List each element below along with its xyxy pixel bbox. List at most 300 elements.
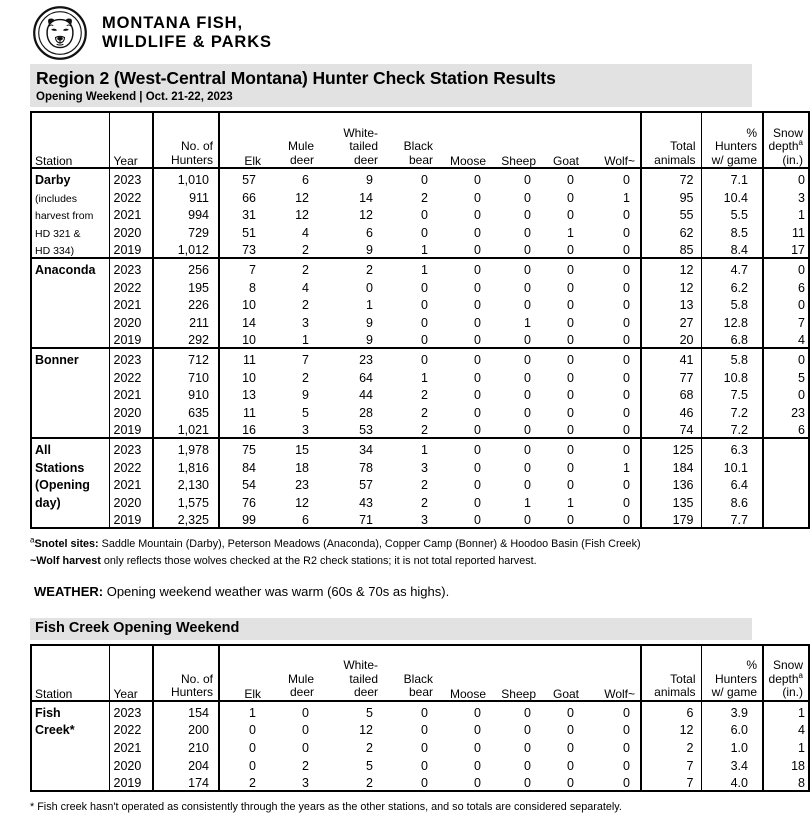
cell-goat: 0	[567, 315, 574, 330]
cell-no-of-hunters: 712	[153, 348, 219, 367]
cell-no-of-hunters: 911	[153, 187, 219, 205]
cell-total-animals: 184	[641, 457, 701, 475]
cell-wolf: 0	[623, 388, 630, 403]
cell-snow-depth: 0	[763, 384, 809, 402]
cell-goat: 0	[567, 740, 574, 755]
fish-creek-table-head	[31, 645, 809, 701]
cell-mule: 5	[302, 405, 309, 420]
fish-creek-table-wrap	[30, 644, 805, 792]
cell-sheep: 0	[524, 173, 531, 188]
cell-wolf: 1	[623, 460, 630, 475]
cell-year: 2019	[109, 329, 153, 348]
cell-snow-depth: 0	[763, 258, 809, 277]
header-hunters-line2: Hunters	[170, 152, 213, 167]
cell-snow-depth: 6	[763, 419, 809, 438]
cell-station	[31, 329, 109, 348]
cell-no-of-hunters: 210	[153, 737, 219, 755]
table-row	[31, 239, 809, 258]
cell-elk: 1	[219, 701, 266, 720]
cell-goat: 0	[567, 190, 574, 205]
cell-snow-depth: 11	[763, 222, 809, 240]
cell-wtd: 2	[319, 258, 383, 277]
header-total-line2: animals	[654, 152, 696, 167]
cell-snow-depth: 1	[763, 204, 809, 222]
cell-bear: 2	[421, 423, 428, 438]
cell-elk: 54	[219, 474, 266, 492]
cell-wolf: 0	[584, 258, 641, 277]
cell-bear: 0	[421, 758, 428, 773]
cell-station	[31, 509, 109, 528]
cell-wtd: 28	[359, 405, 373, 420]
cell-no-of-hunters: 1,021	[153, 419, 219, 438]
cell-no-of-hunters: 1,816	[153, 457, 219, 475]
header-moose: Moose	[438, 112, 491, 168]
cell-mule: 3	[302, 315, 309, 330]
cell-elk: 11	[219, 348, 266, 367]
cell-wolf: 0	[623, 333, 630, 348]
cell-wolf: 0	[623, 758, 630, 773]
cell-snow-depth	[763, 457, 809, 475]
cell-snow-depth: 0	[763, 168, 809, 187]
table-row	[31, 294, 809, 312]
cell-elk: 51	[219, 222, 266, 240]
header-elk: Elk	[219, 112, 266, 168]
cell-goat: 0	[567, 423, 574, 438]
weather-text: Opening weekend weather was warm (60s & 70s as highs).	[103, 584, 450, 600]
cell-snow-depth: 23	[763, 402, 809, 420]
table-row	[31, 474, 809, 492]
cell-sheep: 1	[524, 315, 531, 330]
cell-sheep: 0	[524, 478, 531, 493]
cell-pct-hunters-w-game: 6.4	[701, 474, 763, 492]
cell-wolf: 0	[584, 509, 641, 528]
page-title: Region 2 (West-Central Montana) Hunter Check Station Results	[36, 68, 556, 88]
wolf-note-label: ~Wolf harvest	[30, 554, 101, 567]
header-sheep: Sheep	[491, 645, 541, 701]
cell-goat: 0	[567, 478, 574, 493]
cell-total-animals: 2	[641, 737, 701, 755]
cell-station: Anaconda	[31, 258, 109, 277]
cell-goat: 0	[567, 460, 574, 475]
cell-mule: 12	[295, 495, 309, 510]
cell-wtd: 57	[359, 478, 373, 493]
main-table-body	[31, 168, 809, 528]
cell-station	[31, 772, 109, 791]
cell-wtd: 9	[366, 315, 373, 330]
cell-wtd: 78	[359, 460, 373, 475]
header-goat: Goat	[541, 645, 584, 701]
table-row	[31, 367, 809, 385]
cell-goat: 0	[567, 173, 574, 188]
cell-wtd: 53	[359, 423, 373, 438]
cell-sheep: 0	[524, 460, 531, 475]
cell-bear: 2	[421, 478, 428, 493]
cell-year: 2023	[109, 438, 153, 457]
cell-goat: 0	[541, 772, 584, 791]
cell-goat: 0	[541, 348, 584, 367]
cell-snow-depth: 1	[763, 701, 809, 720]
cell-year: 2021	[109, 474, 153, 492]
cell-wolf: 0	[623, 225, 630, 240]
header-snow-line2: depth$^a$	[768, 138, 803, 154]
cell-total-animals: 135	[641, 492, 701, 510]
cell-year: 2021	[109, 294, 153, 312]
cell-wolf: 0	[623, 495, 630, 510]
cell-bear: 0	[421, 315, 428, 330]
cell-elk: 8	[219, 277, 266, 295]
cell-wtd: 9	[366, 243, 373, 258]
cell-mule: 2	[302, 758, 309, 773]
cell-moose: 0	[438, 438, 491, 457]
cell-pct-hunters-w-game: 8.6	[701, 492, 763, 510]
snotel-note-text: Saddle Mountain (Darby), Peterson Meadows (Anaconda), Copper Camp (Bonner) & Hoodoo Basin (Fish Creek)	[98, 537, 641, 550]
cell-total-animals: 6	[641, 701, 701, 720]
cell-year: 2022	[109, 187, 153, 205]
cell-elk: 13	[219, 384, 266, 402]
cell-total-animals: 46	[641, 402, 701, 420]
cell-station	[31, 384, 109, 402]
cell-snow-depth: 4	[763, 719, 809, 737]
header-goat: Goat	[541, 112, 584, 168]
cell-wolf: 0	[623, 208, 630, 223]
table-row	[31, 329, 809, 348]
cell-total-animals: 13	[641, 294, 701, 312]
cell-bear: 0	[421, 705, 428, 720]
table-row	[31, 258, 809, 277]
cell-wolf: 0	[623, 280, 630, 295]
cell-year: 2022	[109, 367, 153, 385]
cell-bear: 0	[421, 280, 428, 295]
cell-snow-depth	[763, 492, 809, 510]
header-hunters-line1: No. of	[180, 139, 213, 154]
cell-wtd: 12	[359, 723, 373, 738]
cell-sheep: 0	[491, 348, 541, 367]
cell-sheep: 0	[524, 190, 531, 205]
cell-station: HD 321 &	[31, 222, 109, 240]
cell-sheep: 0	[524, 758, 531, 773]
hunter-check-station-table	[30, 111, 810, 529]
cell-bear: 1	[383, 258, 438, 277]
cell-pct-hunters-w-game: 5.5	[701, 204, 763, 222]
header-no-of-hunters	[153, 112, 219, 168]
cell-bear: 0	[421, 723, 428, 738]
cell-moose: 0	[438, 348, 491, 367]
cell-moose: 0	[474, 315, 481, 330]
cell-moose: 0	[474, 460, 481, 475]
cell-elk: 76	[219, 492, 266, 510]
cell-snow-depth	[763, 509, 809, 528]
cell-station	[31, 277, 109, 295]
cell-goat: 0	[567, 370, 574, 385]
cell-sheep: 0	[524, 705, 531, 720]
cell-mule: 4	[302, 225, 309, 240]
cell-year: 2023	[109, 168, 153, 187]
table-row	[31, 719, 809, 737]
cell-goat: 1	[567, 225, 574, 240]
page-subtitle: Opening Weekend | Oct. 21-22, 2023	[36, 90, 233, 103]
cell-total-animals: 12	[641, 277, 701, 295]
cell-moose: 0	[474, 298, 481, 313]
cell-wtd: 64	[359, 370, 373, 385]
cell-sheep: 0	[524, 208, 531, 223]
snotel-note-label: Snotel sites:	[34, 537, 99, 550]
cell-no-of-hunters: 1,575	[153, 492, 219, 510]
cell-bear: 2	[421, 190, 428, 205]
cell-mule: 9	[302, 388, 309, 403]
cell-station	[31, 754, 109, 772]
cell-wolf: 0	[623, 298, 630, 313]
cell-year: 2020	[109, 492, 153, 510]
cell-total-animals: 20	[641, 329, 701, 348]
table-row	[31, 384, 809, 402]
cell-pct-hunters-w-game: 8.5	[701, 222, 763, 240]
cell-wolf: 0	[623, 405, 630, 420]
cell-wtd: 14	[359, 190, 373, 205]
cell-wtd: 9	[366, 333, 373, 348]
cell-elk: 31	[219, 204, 266, 222]
cell-bear: 0	[421, 208, 428, 223]
table-row	[31, 772, 809, 791]
fish-creek-title: Fish Creek Opening Weekend	[35, 620, 240, 637]
cell-mule: 2	[302, 243, 309, 258]
header-wtd-line3: deer	[353, 152, 378, 167]
cell-no-of-hunters: 710	[153, 367, 219, 385]
cell-year: 2022	[109, 457, 153, 475]
header-pct-hunters-w-game: % Hunters w/ game	[701, 645, 763, 701]
cell-bear: 3	[383, 509, 438, 528]
cell-mule: 23	[295, 478, 309, 493]
header-mule-line1: Mule	[287, 139, 314, 154]
cell-pct-hunters-w-game: 6.2	[701, 277, 763, 295]
cell-elk: 57	[219, 168, 266, 187]
cell-goat: 0	[567, 243, 574, 258]
fish-creek-table-body	[31, 701, 809, 791]
cell-no-of-hunters: 1,010	[153, 168, 219, 187]
cell-elk: 0	[219, 737, 266, 755]
header-total-animals: Total animals	[641, 645, 701, 701]
cell-elk: 14	[219, 312, 266, 330]
cell-goat: 0	[541, 509, 584, 528]
cell-moose: 0	[474, 740, 481, 755]
cell-wolf: 0	[623, 423, 630, 438]
cell-mule: 2	[302, 370, 309, 385]
cell-wtd: 2	[319, 772, 383, 791]
cell-wtd: 71	[319, 509, 383, 528]
cell-moose: 0	[474, 280, 481, 295]
weather-note	[34, 584, 766, 601]
cell-bear: 0	[383, 348, 438, 367]
header-mule-deer	[266, 112, 319, 168]
header-wtd-line1: White-	[343, 125, 378, 140]
cell-moose: 0	[474, 758, 481, 773]
cell-mule: 0	[302, 723, 309, 738]
cell-mule: 4	[302, 280, 309, 295]
cell-goat: 0	[567, 280, 574, 295]
cell-bear: 1	[421, 243, 428, 258]
cell-station: (Opening	[31, 474, 109, 492]
table-row	[31, 187, 809, 205]
cell-pct-hunters-w-game: 3.4	[701, 754, 763, 772]
cell-station	[31, 402, 109, 420]
table-row	[31, 222, 809, 240]
cell-year: 2019	[109, 419, 153, 438]
cell-total-animals: 136	[641, 474, 701, 492]
cell-wolf: 0	[623, 370, 630, 385]
cell-moose: 0	[474, 243, 481, 258]
header-black-bear: Black bear	[383, 645, 438, 701]
table-row	[31, 737, 809, 755]
cell-wolf: 0	[623, 315, 630, 330]
table-row	[31, 348, 809, 367]
cell-no-of-hunters: 211	[153, 312, 219, 330]
table-row	[31, 168, 809, 187]
cell-year: 2019	[109, 509, 153, 528]
wolf-note-text: only reflects those wolves checked at the R2 check stations; it is not total reported harvest.	[100, 554, 537, 567]
cell-mule: 6	[302, 173, 309, 188]
cell-wtd: 12	[359, 208, 373, 223]
header-elk: Elk	[219, 645, 266, 701]
cell-year: 2021	[109, 737, 153, 755]
cell-total-animals: 7	[641, 754, 701, 772]
cell-total-animals: 77	[641, 367, 701, 385]
header-station: Station	[31, 112, 109, 168]
cell-pct-hunters-w-game: 10.8	[701, 367, 763, 385]
cell-moose: 0	[438, 772, 491, 791]
cell-elk: 10	[219, 294, 266, 312]
mfwp-bear-logo-icon	[32, 5, 88, 61]
cell-moose: 0	[474, 208, 481, 223]
agency-name	[102, 14, 272, 52]
cell-elk: 0	[219, 754, 266, 772]
cell-snow-depth	[763, 438, 809, 457]
table-row	[31, 419, 809, 438]
cell-station: day)	[31, 492, 109, 510]
cell-wolf: 1	[623, 190, 630, 205]
cell-total-animals: 41	[641, 348, 701, 367]
cell-pct-hunters-w-game: 12.8	[701, 312, 763, 330]
cell-elk: 66	[219, 187, 266, 205]
cell-total-animals: 85	[641, 239, 701, 258]
cell-snow-depth: 3	[763, 187, 809, 205]
cell-year: 2020	[109, 754, 153, 772]
cell-no-of-hunters: 1,012	[153, 239, 219, 258]
table-row	[31, 457, 809, 475]
cell-station: HD 334)	[31, 239, 109, 258]
cell-mule: 18	[295, 460, 309, 475]
cell-total-animals: 62	[641, 222, 701, 240]
cell-wolf: 0	[623, 243, 630, 258]
cell-mule: 3	[266, 772, 319, 791]
cell-total-animals: 74	[641, 419, 701, 438]
cell-pct-hunters-w-game: 4.7	[701, 258, 763, 277]
fish-creek-band	[30, 618, 752, 639]
cell-bear: 1	[383, 438, 438, 457]
cell-bear: 3	[421, 460, 428, 475]
cell-total-animals: 27	[641, 312, 701, 330]
cell-wolf: 0	[623, 740, 630, 755]
cell-goat: 0	[541, 258, 584, 277]
cell-wolf: 0	[623, 705, 630, 720]
header-white-tailed-deer	[319, 112, 383, 168]
cell-no-of-hunters: 994	[153, 204, 219, 222]
table-row	[31, 402, 809, 420]
header-year: Year	[109, 645, 153, 701]
cell-elk: 16	[219, 419, 266, 438]
table-row	[31, 754, 809, 772]
cell-year: 2019	[109, 772, 153, 791]
fish-creek-table	[30, 644, 810, 792]
cell-sheep: 0	[491, 438, 541, 457]
cell-moose: 0	[474, 370, 481, 385]
cell-wolf: 0	[584, 438, 641, 457]
cell-mule: 15	[266, 438, 319, 457]
cell-goat: 0	[567, 758, 574, 773]
header-snow-line3: (in.)	[782, 152, 803, 167]
cell-bear: 1	[421, 370, 428, 385]
cell-bear: 0	[421, 333, 428, 348]
cell-wtd: 44	[359, 388, 373, 403]
cell-year: 2020	[109, 402, 153, 420]
cell-year: 2023	[109, 348, 153, 367]
table-row	[31, 492, 809, 510]
table-row	[31, 204, 809, 222]
cell-sheep: 0	[491, 258, 541, 277]
cell-no-of-hunters: 635	[153, 402, 219, 420]
cell-sheep: 0	[524, 225, 531, 240]
cell-moose: 0	[474, 478, 481, 493]
cell-year: 2022	[109, 719, 153, 737]
cell-year: 2022	[109, 277, 153, 295]
main-table-head	[31, 112, 809, 168]
cell-pct-hunters-w-game: 6.3	[701, 438, 763, 457]
cell-wolf: 0	[584, 348, 641, 367]
cell-total-animals: 125	[641, 438, 701, 457]
cell-moose: 0	[474, 190, 481, 205]
header-year: Year	[109, 112, 153, 168]
header-white-tailed-deer: White- tailed deer	[319, 645, 383, 701]
cell-wtd: 0	[366, 280, 373, 295]
agency-name-line1: MONTANA FISH,	[102, 14, 243, 33]
cell-bear: 2	[421, 388, 428, 403]
cell-no-of-hunters: 195	[153, 277, 219, 295]
cell-wtd: 5	[366, 705, 373, 720]
cell-mule: 6	[266, 509, 319, 528]
cell-moose: 0	[474, 388, 481, 403]
cell-total-animals: 12	[641, 258, 701, 277]
cell-wolf: 0	[584, 772, 641, 791]
cell-no-of-hunters: 910	[153, 384, 219, 402]
cell-pct-hunters-w-game: 7.1	[701, 168, 763, 187]
cell-goat: 0	[567, 208, 574, 223]
notes-block	[30, 536, 750, 569]
cell-sheep: 0	[524, 423, 531, 438]
header-mule-line2: deer	[289, 152, 314, 167]
cell-wtd: 5	[366, 758, 373, 773]
cell-sheep: 0	[524, 388, 531, 403]
cell-elk: 0	[219, 719, 266, 737]
cell-snow-depth: 4	[763, 329, 809, 348]
header-bear-line2: bear	[408, 152, 433, 167]
cell-goat: 0	[567, 723, 574, 738]
header-mule-deer: Mule deer	[266, 645, 319, 701]
cell-station: harvest from	[31, 204, 109, 222]
cell-wolf: 0	[623, 723, 630, 738]
cell-moose: 0	[474, 405, 481, 420]
cell-pct-hunters-w-game: 7.5	[701, 384, 763, 402]
cell-total-animals: 95	[641, 187, 701, 205]
cell-wtd: 6	[366, 225, 373, 240]
agency-name-line2: WILDLIFE & PARKS	[102, 33, 272, 51]
